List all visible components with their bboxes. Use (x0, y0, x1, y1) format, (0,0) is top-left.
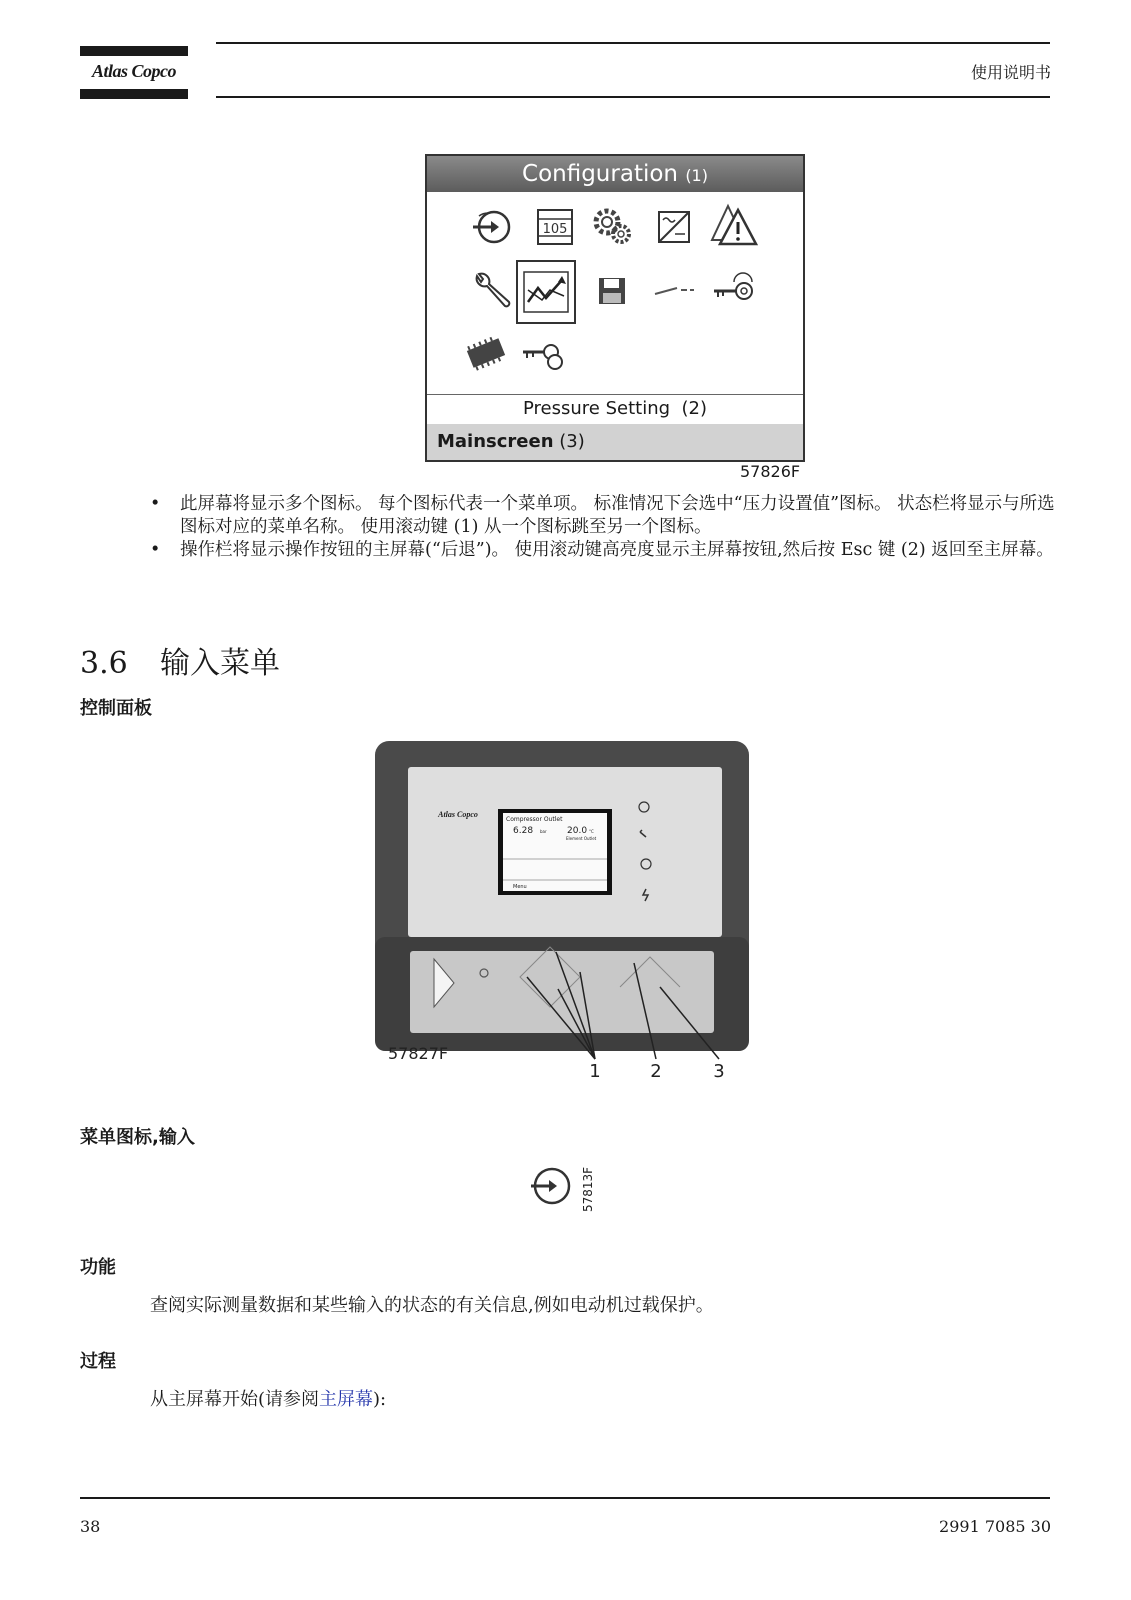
configuration-title: Configuration (522, 161, 678, 187)
pressure-setting-selected-frame[interactable] (516, 260, 576, 324)
logo-bottom-bar (80, 89, 188, 99)
procedure-text (150, 1385, 386, 1411)
figure-code-57813f-container (578, 1158, 598, 1216)
pressure-setting-icon (518, 262, 574, 322)
menu-icon-heading: 菜单图标,输入 (80, 1127, 195, 1148)
figure-code-57827f: 57827F (388, 1044, 449, 1063)
atlas-copco-logo (80, 46, 188, 100)
display-title: Compressor Outlet (506, 816, 563, 823)
access-key-icon[interactable] (710, 266, 760, 316)
keys-icon[interactable] (519, 330, 569, 380)
logo-top-bar (80, 46, 188, 56)
panel-display (503, 813, 607, 891)
footer-rule (80, 1497, 1050, 1499)
figure-code-57826f: 57826F (740, 462, 801, 481)
mainscreen-button[interactable]: Mainscreen (437, 431, 554, 452)
control-panel-heading: 控制面板 (80, 698, 152, 719)
panel-button-strip (410, 951, 714, 1033)
callout-2-label: (2) (681, 398, 707, 419)
counter-icon[interactable] (530, 202, 580, 252)
bullet-dot: • (150, 540, 161, 560)
section-heading (80, 638, 280, 682)
display-unit-2: °C (589, 829, 594, 834)
control-panel-figure (370, 737, 770, 1097)
bullet-dot: • (150, 494, 161, 514)
document-type-title: 使用说明书 (970, 63, 1051, 82)
function-text: 查阅实际测量数据和某些输入的状态的有关信息,例如电动机过载保护。 (150, 1295, 714, 1316)
display-menu-tab: Menu (513, 884, 527, 890)
section-number: 3.6 (80, 646, 128, 681)
figure-code-57813f: 57813F (581, 1166, 595, 1212)
panel-brand-label: Atlas Copco (438, 810, 478, 819)
converter-icon[interactable] (649, 202, 699, 252)
section-title: 输入菜单 (160, 646, 280, 681)
panel-callout-3: 3 (713, 1061, 725, 1082)
procedure-text-suffix: ): (373, 1389, 387, 1410)
display-value-2: 20.0 (567, 826, 588, 836)
display-value-1: 6.28 (513, 826, 534, 836)
save-icon[interactable] (587, 266, 637, 316)
panel-callout-2: 2 (650, 1061, 662, 1082)
bullet-item (150, 493, 1070, 539)
status-bar-divider (427, 394, 803, 395)
procedure-text-prefix: 从主屏幕开始(请参阅 (150, 1389, 320, 1410)
page-number: 38 (80, 1517, 101, 1536)
chip-icon[interactable] (461, 328, 511, 378)
configuration-title-bar (427, 156, 803, 192)
status-menu-name: Pressure Setting (523, 398, 671, 419)
mainscreen-link[interactable]: 主屏幕 (319, 1389, 374, 1410)
logo-wordmark: Atlas Copco (91, 61, 176, 81)
header-rule-bottom (216, 96, 1050, 98)
status-bar (427, 396, 803, 422)
wrench-icon[interactable] (467, 266, 517, 316)
document-number: 2991 7085 30 (939, 1517, 1051, 1536)
display-unit-1: bar (540, 829, 547, 834)
panel-callout-1: 1 (589, 1061, 601, 1082)
function-heading: 功能 (80, 1257, 116, 1278)
bullet-text-2: 操作栏将显示操作按钮的主屏幕(“后退”)。 使用滚动键高亮度显示主屏幕按钮,然后按 Esc 键 (2) 返回至主屏幕。 (180, 540, 1054, 560)
action-bar[interactable] (427, 424, 803, 460)
gears-icon[interactable] (587, 200, 637, 250)
input-menu-icon (527, 1163, 573, 1209)
header-rule-top (216, 42, 1050, 44)
counter-digits: 105 (542, 222, 568, 237)
bullet-text-1: 此屏幕将显示多个图标。 每个图标代表一个菜单项。 标准情况下会选中“压力设置值”图标。 状态栏将显示与所选图标对应的菜单名称。 使用滚动键 (1) 从一个图标跳至另一个图标。 (180, 494, 1055, 537)
dashed-line-icon[interactable] (649, 266, 699, 316)
warning-icon[interactable] (710, 200, 760, 250)
configuration-screen-figure (425, 154, 805, 462)
callout-1-label: (1) (685, 166, 708, 185)
bullet-item (150, 539, 1070, 562)
display-subtitle-2: Element Outlet (566, 836, 597, 841)
procedure-heading: 过程 (80, 1351, 116, 1372)
input-icon[interactable] (467, 202, 517, 252)
bullet-list (150, 493, 1070, 562)
callout-3-label: (3) (559, 431, 585, 452)
